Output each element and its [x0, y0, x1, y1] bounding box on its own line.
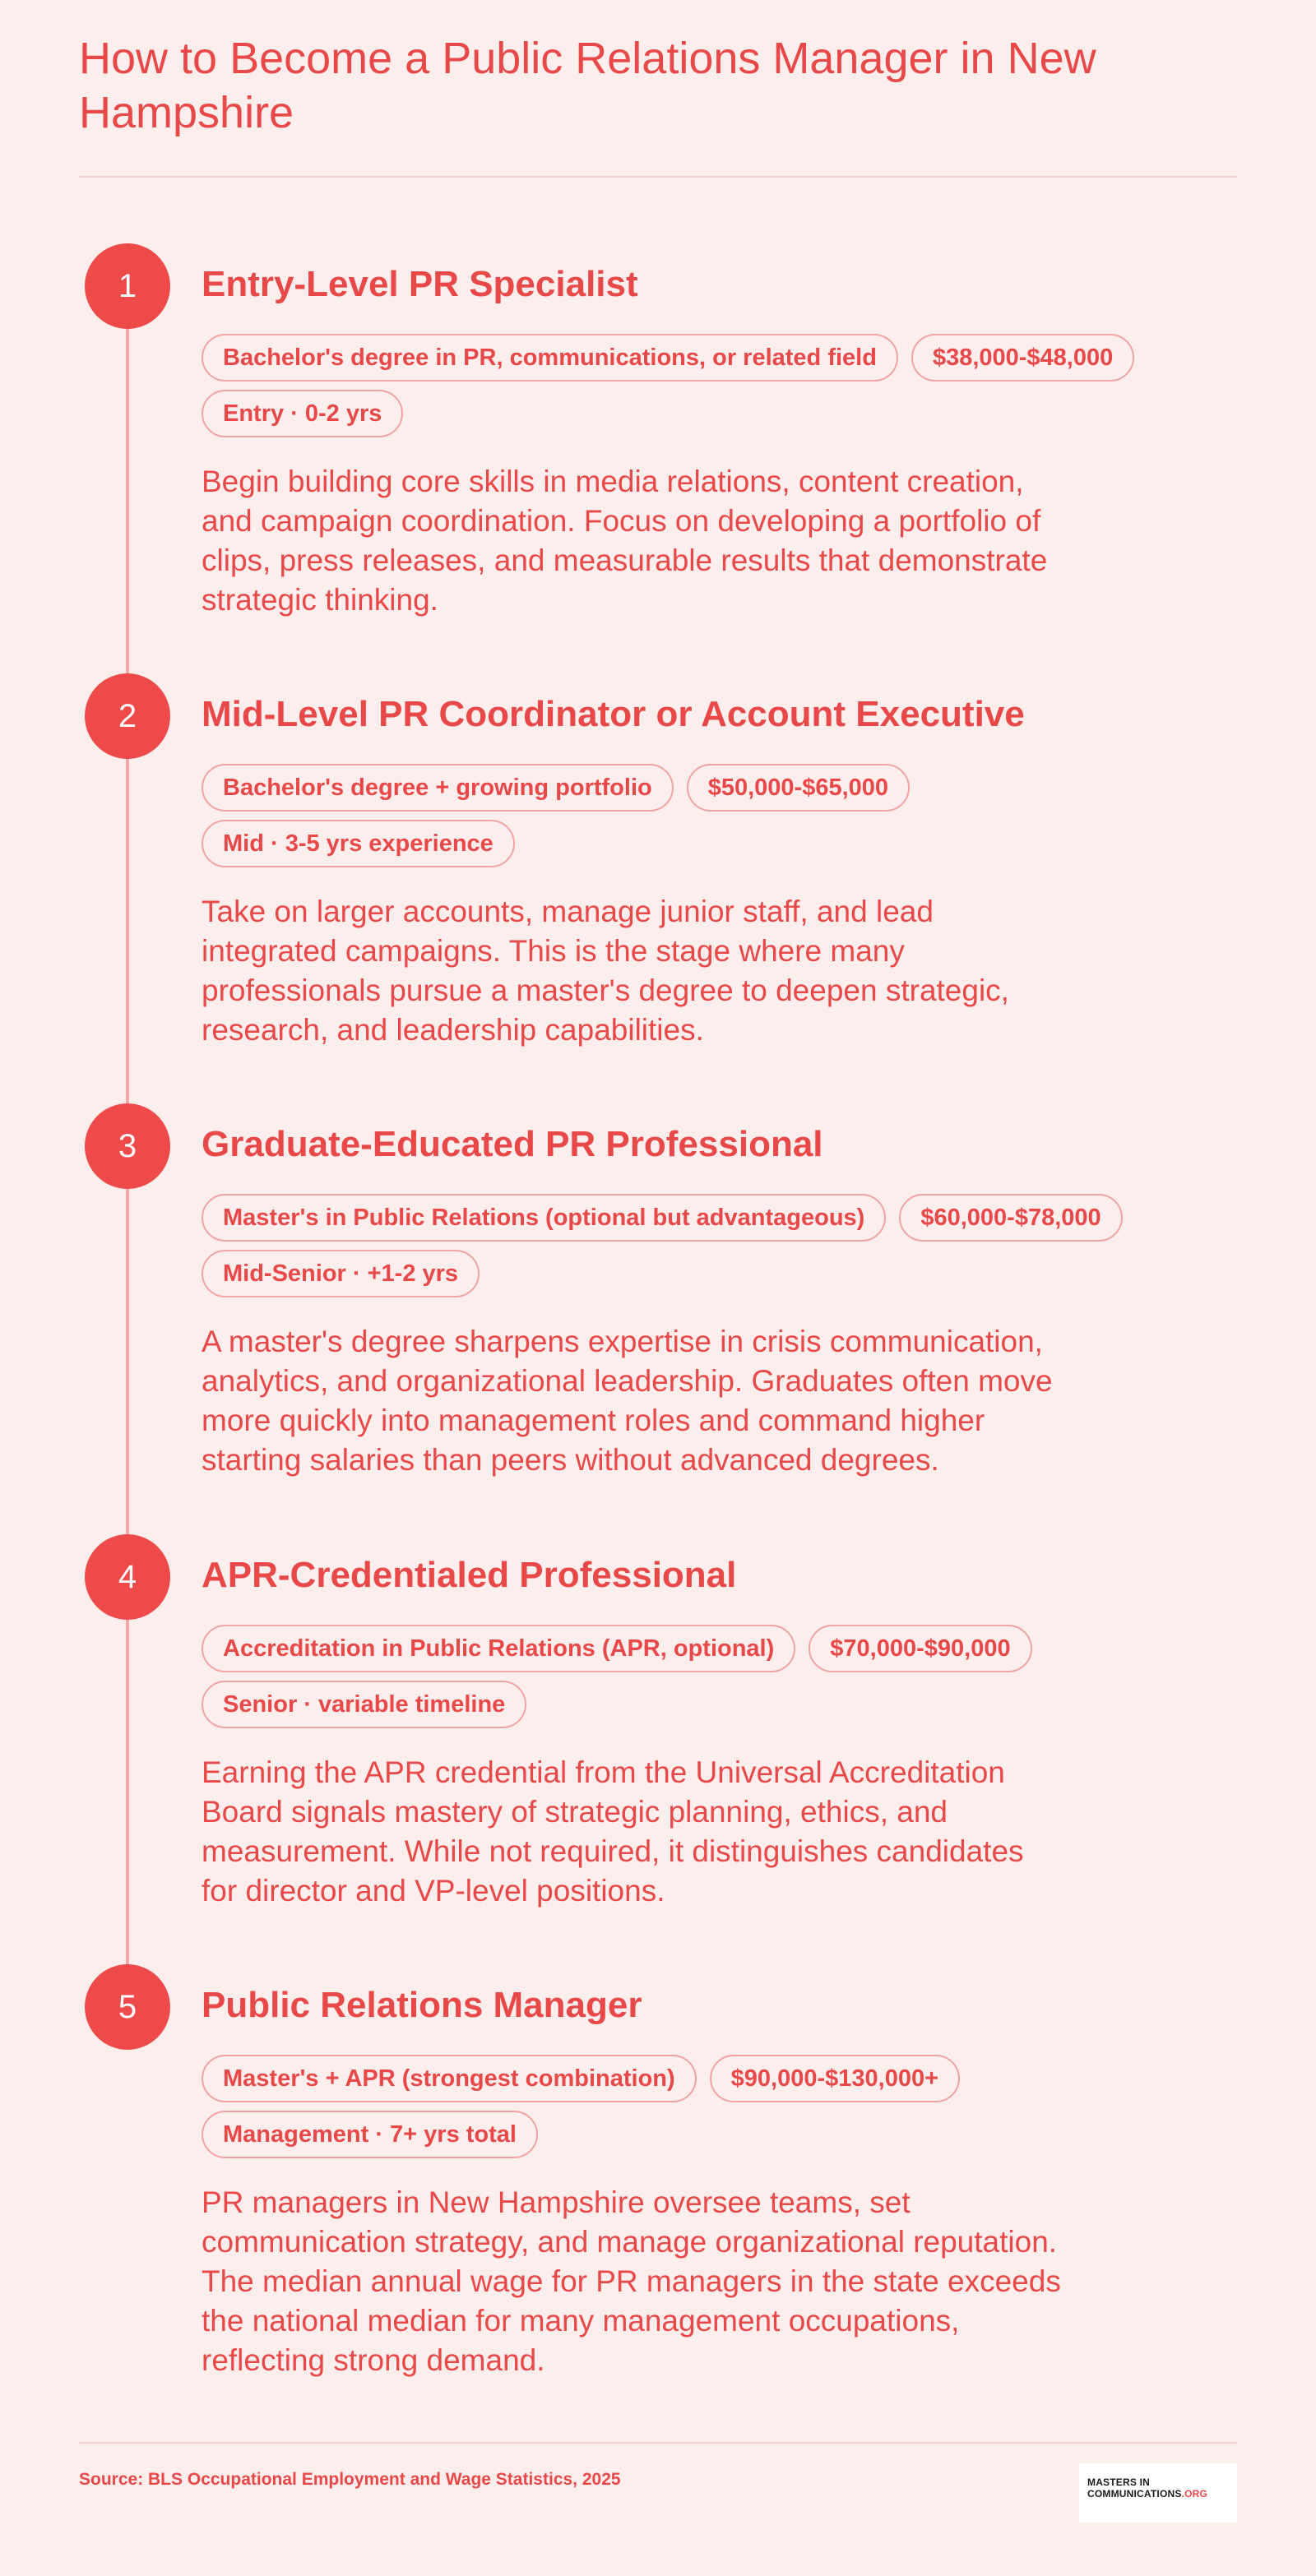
- experience-tag: Management · 7+ yrs total: [202, 2111, 538, 2158]
- step-number-badge: 4: [85, 1534, 170, 1620]
- salary-tag: $90,000-$130,000+: [710, 2055, 960, 2102]
- step-title: Graduate-Educated PR Professional: [202, 1124, 823, 1164]
- step-tags: [202, 1625, 1213, 1728]
- education-tag: Bachelor's degree in PR, communications, or related field: [202, 334, 898, 382]
- logo-line-2: [1087, 2488, 1229, 2500]
- step-title: Mid-Level PR Coordinator or Account Executive: [202, 694, 1025, 734]
- step-number-badge: 5: [85, 1964, 170, 2050]
- salary-tag: $70,000-$90,000: [809, 1625, 1031, 1672]
- step-title: APR-Credentialed Professional: [202, 1555, 737, 1595]
- step-tags: [202, 334, 1213, 437]
- step-description: Begin building core skills in media relations, content creation, and campaign coordination. Focus on developing a portfolio of clips, press releases, and measurable results that demonstrate strategic thinking.: [202, 465, 1048, 617]
- education-tag: Master's in Public Relations (optional but advantageous): [202, 1194, 886, 1242]
- step-title: Entry-Level PR Specialist: [202, 264, 638, 304]
- logo-suffix: .ORG: [1181, 2488, 1208, 2500]
- education-tag: Bachelor's degree + growing portfolio: [202, 764, 674, 812]
- salary-tag: $38,000-$48,000: [911, 334, 1134, 382]
- experience-tag: Mid · 3-5 yrs experience: [202, 820, 515, 867]
- step-description: PR managers in New Hampshire oversee teams, set communication strategy, and manage organizational reputation. The median annual wage for PR managers in the state exceeds the national median for many management occupations, reflecting strong demand.: [202, 2185, 1061, 2377]
- logo-wordmark: COMMUNICATIONS: [1087, 2488, 1182, 2500]
- logo-line-1: MASTERS IN: [1087, 2477, 1151, 2488]
- step-tags: [202, 1194, 1213, 1297]
- step-tags: [202, 2055, 1213, 2158]
- step-description: Earning the APR credential from the Universal Accreditation Board signals mastery of strategic planning, ethics, and measurement. While not required, it distinguishes candidates for director and VP-level positions.: [202, 1755, 1024, 1908]
- step-number-badge: 3: [85, 1103, 170, 1189]
- experience-tag: Senior · variable timeline: [202, 1681, 526, 1728]
- step-number-badge: 2: [85, 673, 170, 759]
- experience-tag: Entry · 0-2 yrs: [202, 390, 403, 437]
- step-title: Public Relations Manager: [202, 1985, 642, 2025]
- salary-tag: $50,000-$65,000: [687, 764, 910, 812]
- education-tag: Accreditation in Public Relations (APR, optional): [202, 1625, 795, 1672]
- education-tag: Master's + APR (strongest combination): [202, 2055, 697, 2102]
- source-note: Source: BLS Occupational Employment and Wage Statistics, 2025: [79, 2470, 621, 2489]
- step-description: A master's degree sharpens expertise in crisis communication, analytics, and organizational leadership. Graduates often move more quickly into management roles and command higher starting salaries than peers without advanced degrees.: [202, 1325, 1053, 1477]
- footer-divider: [79, 2442, 1237, 2444]
- header-divider: [79, 176, 1237, 178]
- experience-tag: Mid-Senior · +1-2 yrs: [202, 1250, 480, 1297]
- mastersincommunications-logo: [1079, 2463, 1237, 2523]
- salary-tag: $60,000-$78,000: [899, 1194, 1122, 1242]
- step-tags: [202, 764, 1213, 867]
- page-title: How to Become a Public Relations Manager in New Hampshire: [79, 34, 1096, 137]
- step-description: Take on larger accounts, manage junior staff, and lead integrated campaigns. This is the stage where many professionals pursue a master's degree to deepen strategic, research, and leadership capabilities.: [202, 895, 1009, 1047]
- step-number-badge: 1: [85, 243, 170, 329]
